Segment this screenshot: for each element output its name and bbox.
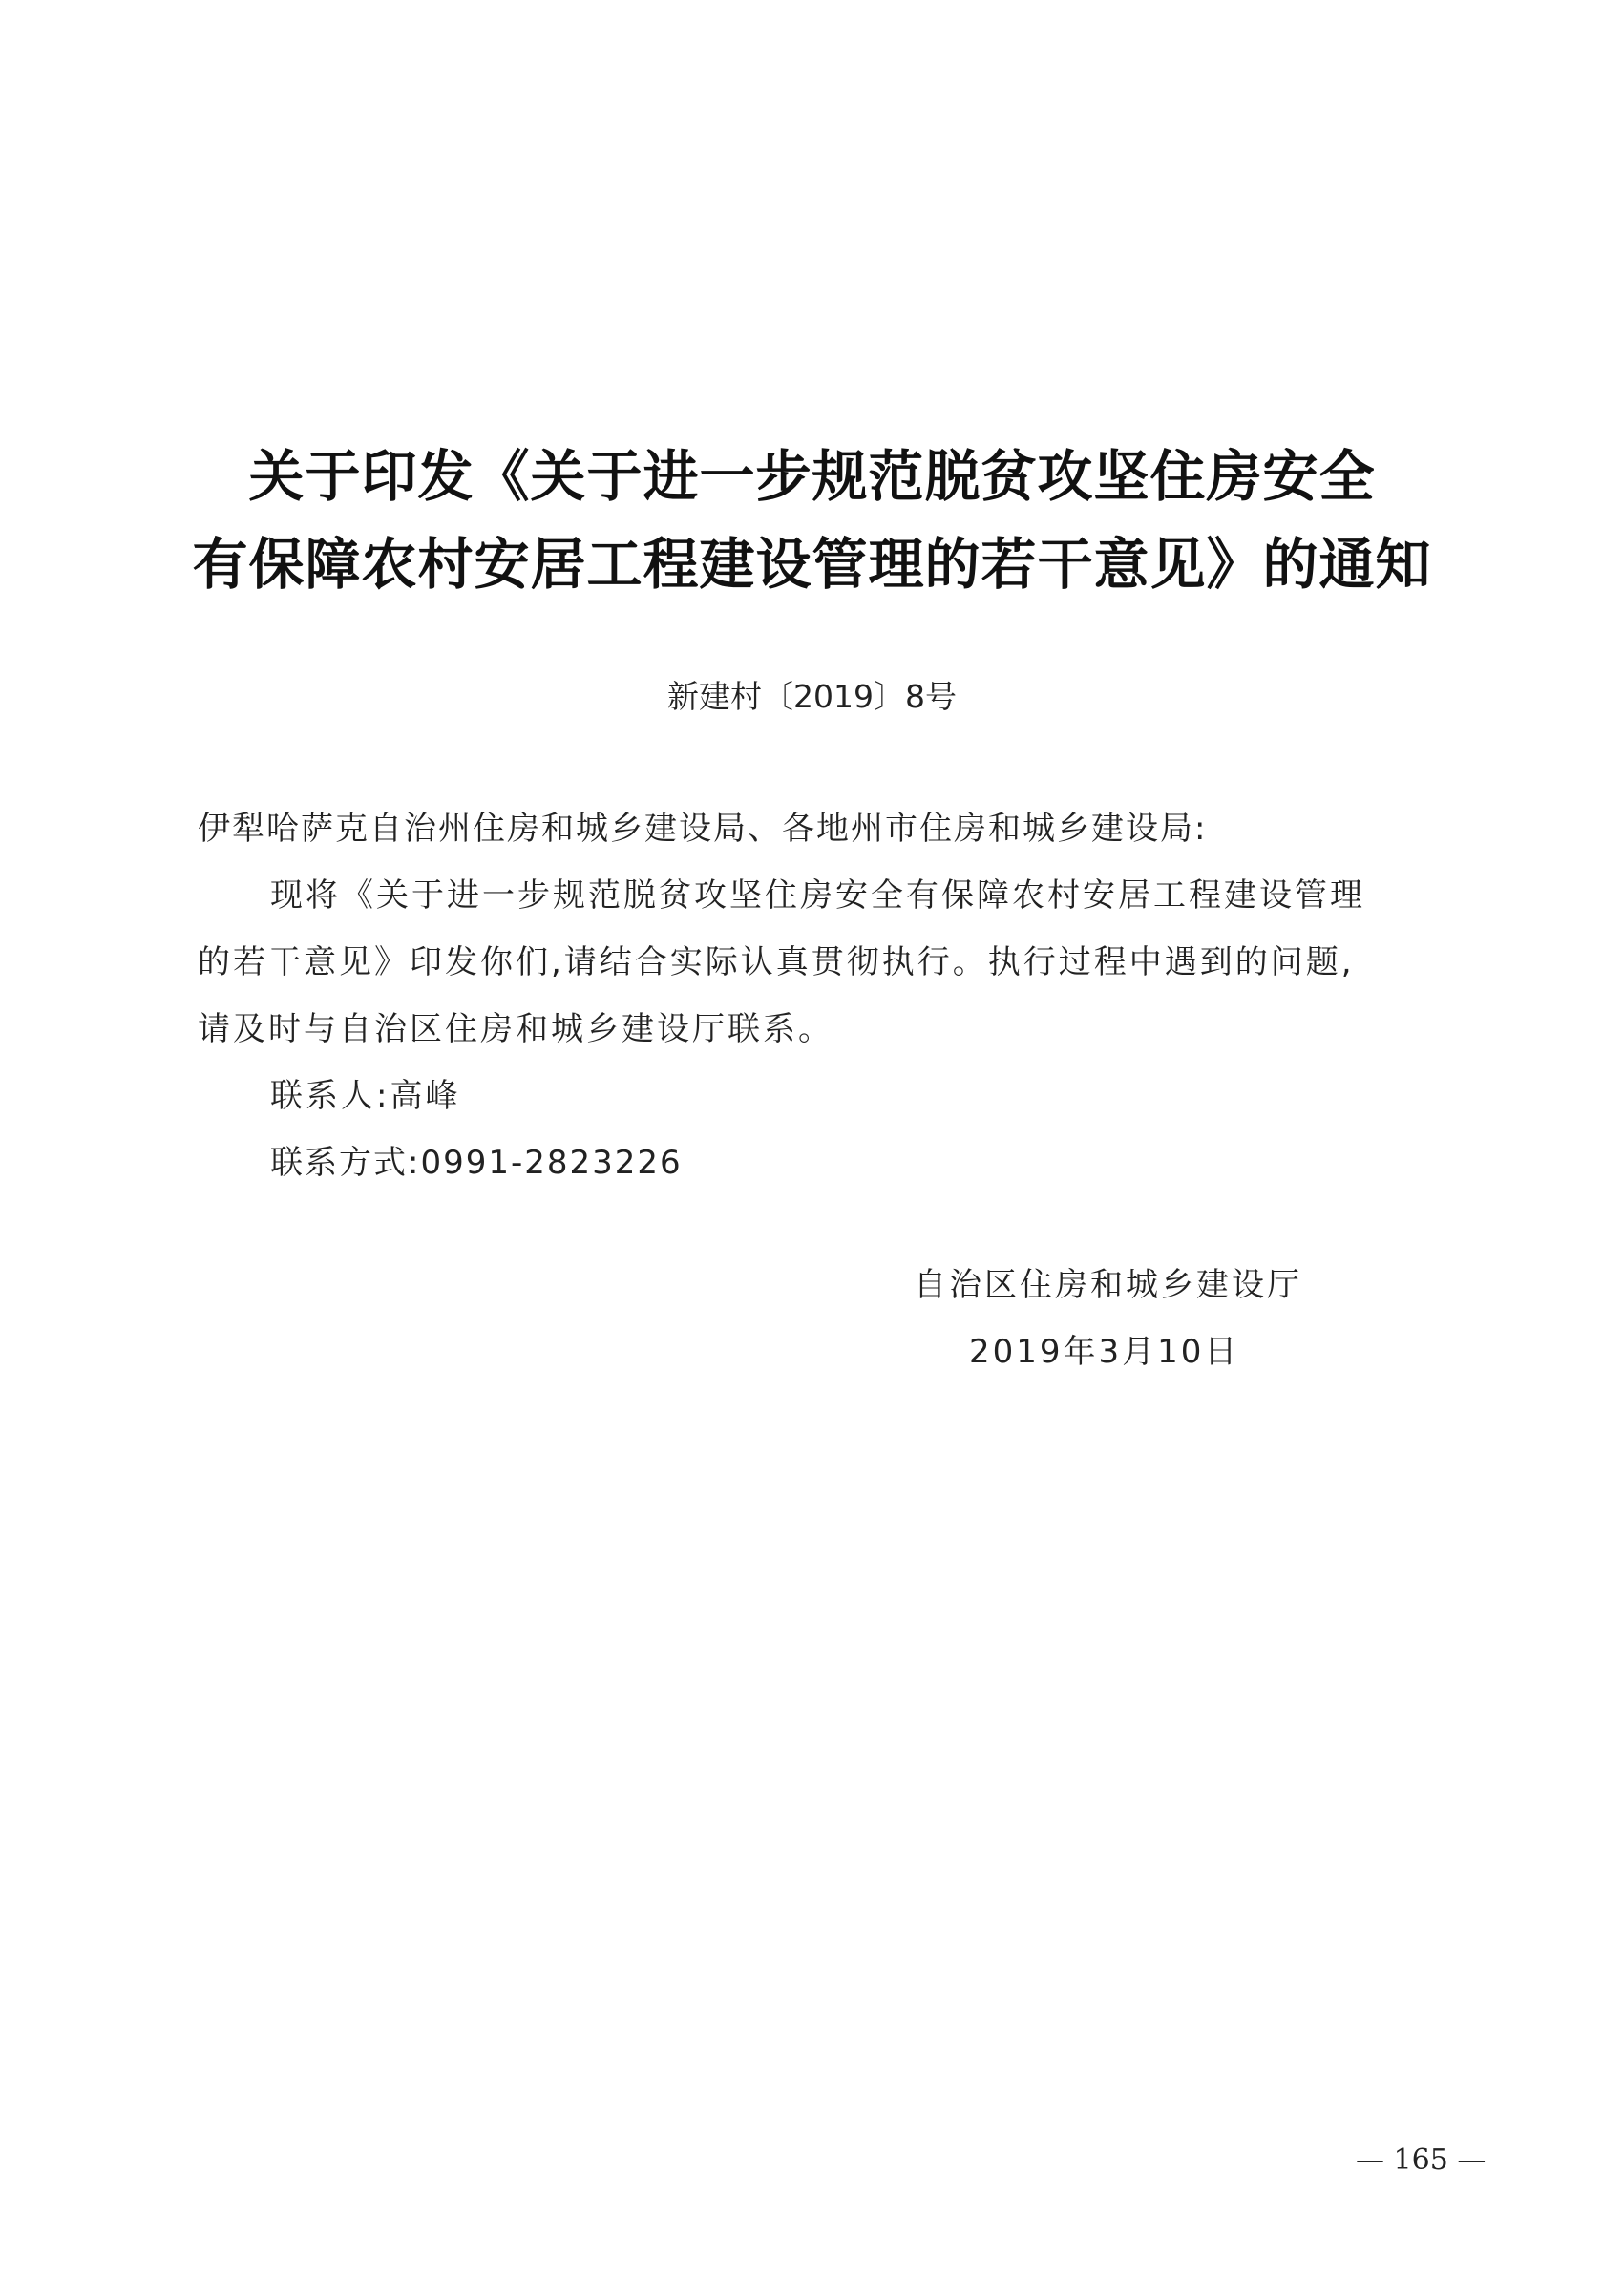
document-title-line-1: 关于印发《关于进一步规范脱贫攻坚住房安全: [248, 444, 1376, 509]
page-number: — 165 —: [1356, 2143, 1487, 2177]
paragraph-line-2: 的若干意见》印发你们,请结合实际认真贯彻执行。执行过程中遇到的问题,: [198, 943, 1355, 981]
document-title-line-2: 有保障农村安居工程建设管理的若干意见》的通知: [192, 532, 1432, 597]
addressee-line: 伊犁哈萨克自治州住房和城乡建设局、各地州市住房和城乡建设局:: [198, 810, 1208, 848]
paragraph-line-1: 现将《关于进一步规范脱贫攻坚住房安全有保障农村安居工程建设管理: [270, 876, 1365, 915]
signature-organization: 自治区住房和城乡建设厅: [914, 1266, 1302, 1304]
paragraph-line-3: 请及时与自治区住房和城乡建设厅联系。: [198, 1010, 833, 1048]
document-number: 新建村〔2019〕8号: [667, 678, 957, 715]
contact-person: 联系人:高峰: [270, 1077, 461, 1115]
contact-phone: 联系方式:0991-2823226: [270, 1144, 683, 1182]
signature-date: 2019年3月10日: [969, 1333, 1240, 1371]
